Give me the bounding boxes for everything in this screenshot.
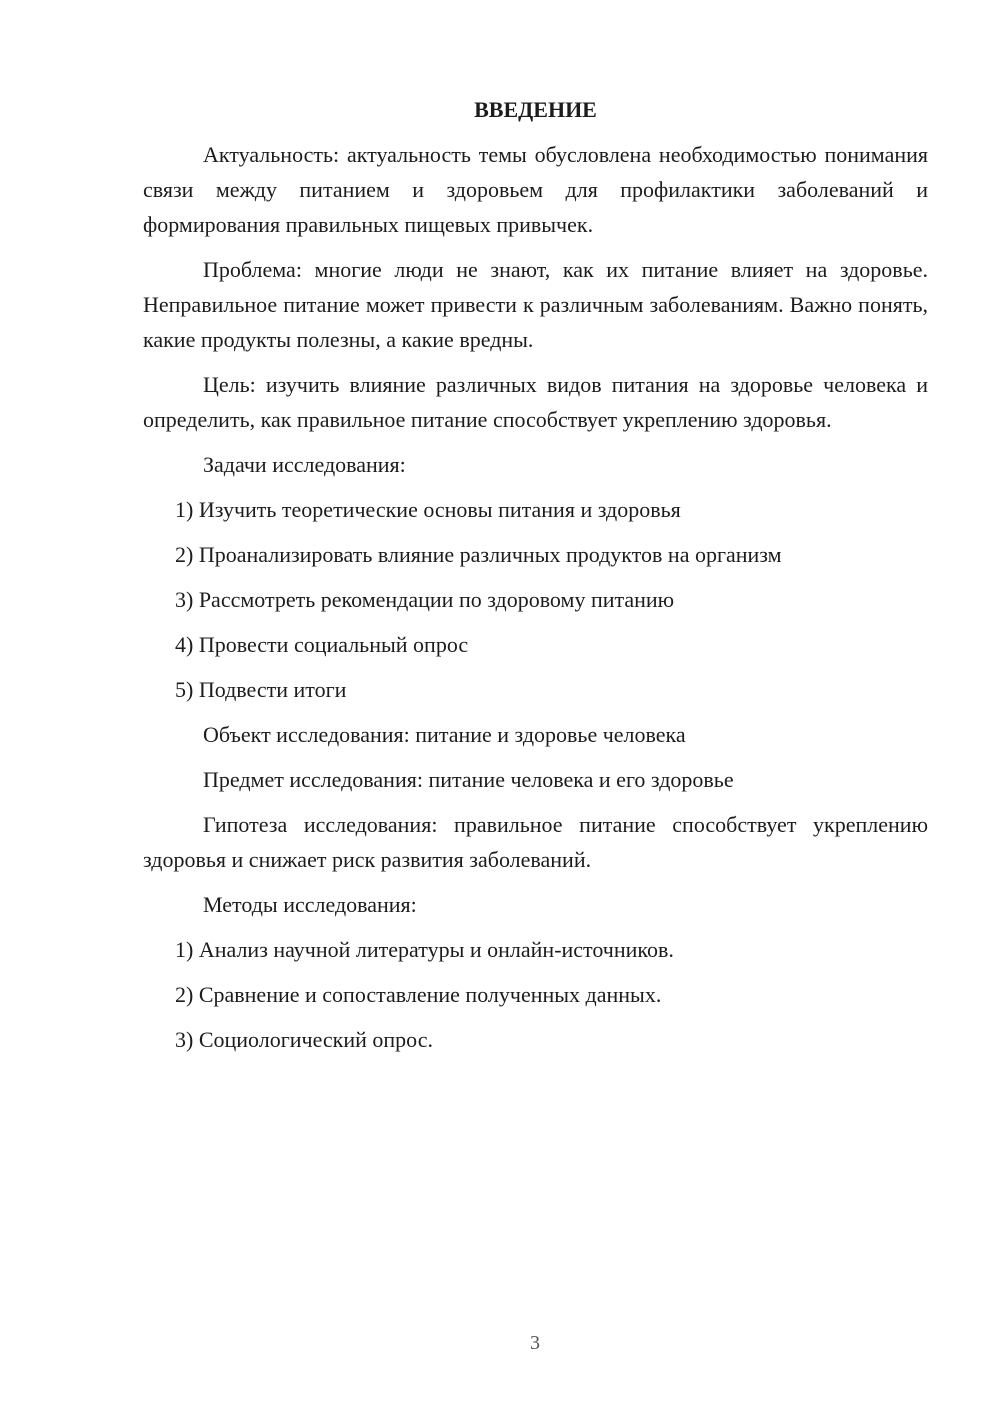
tasks-heading: Задачи исследования:	[203, 452, 406, 477]
task-item: 2) Проанализировать влияние различных продуктов на организм	[175, 542, 782, 567]
relevance-paragraph: Актуальность: актуальность темы обусловлена необходимостью понимания связи между питанием и здоровьем для профилактики заболеваний и формирования правильных пищевых привычек.	[143, 142, 928, 237]
subject-line: Предмет исследования: питание человека и его здоровье	[203, 767, 734, 792]
task-item: 5) Подвести итоги	[175, 677, 347, 702]
method-item: 2) Сравнение и сопоставление полученных данных.	[175, 982, 662, 1007]
task-item: 1) Изучить теоретические основы питания и здоровья	[175, 497, 681, 522]
problem-paragraph: Проблема: многие люди не знают, как их питание влияет на здоровье. Неправильное питание может привести к различным заболеваниям. Важно понять, какие продукты полезны, а какие вредны.	[143, 257, 928, 352]
methods-heading: Методы исследования:	[203, 892, 417, 917]
object-line: Объект исследования: питание и здоровье человека	[203, 722, 686, 747]
task-item: 4) Провести социальный опрос	[175, 632, 469, 657]
section-title: ВВЕДЕНИЕ	[474, 97, 597, 122]
page-number: 3	[530, 1332, 540, 1354]
task-item: 3) Рассмотреть рекомендации по здоровому питанию	[175, 587, 675, 612]
goal-paragraph: Цель: изучить влияние различных видов питания на здоровье человека и определить, как правильное питание способствует укреплению здоровья.	[143, 372, 928, 432]
document-body	[143, 92, 928, 1067]
hypothesis-paragraph: Гипотеза исследования: правильное питание способствует укреплению здоровья и снижает риск развития заболеваний.	[143, 812, 928, 872]
method-item: 3) Социологический опрос.	[175, 1027, 433, 1052]
method-item: 1) Анализ научной литературы и онлайн-источников.	[175, 937, 674, 962]
